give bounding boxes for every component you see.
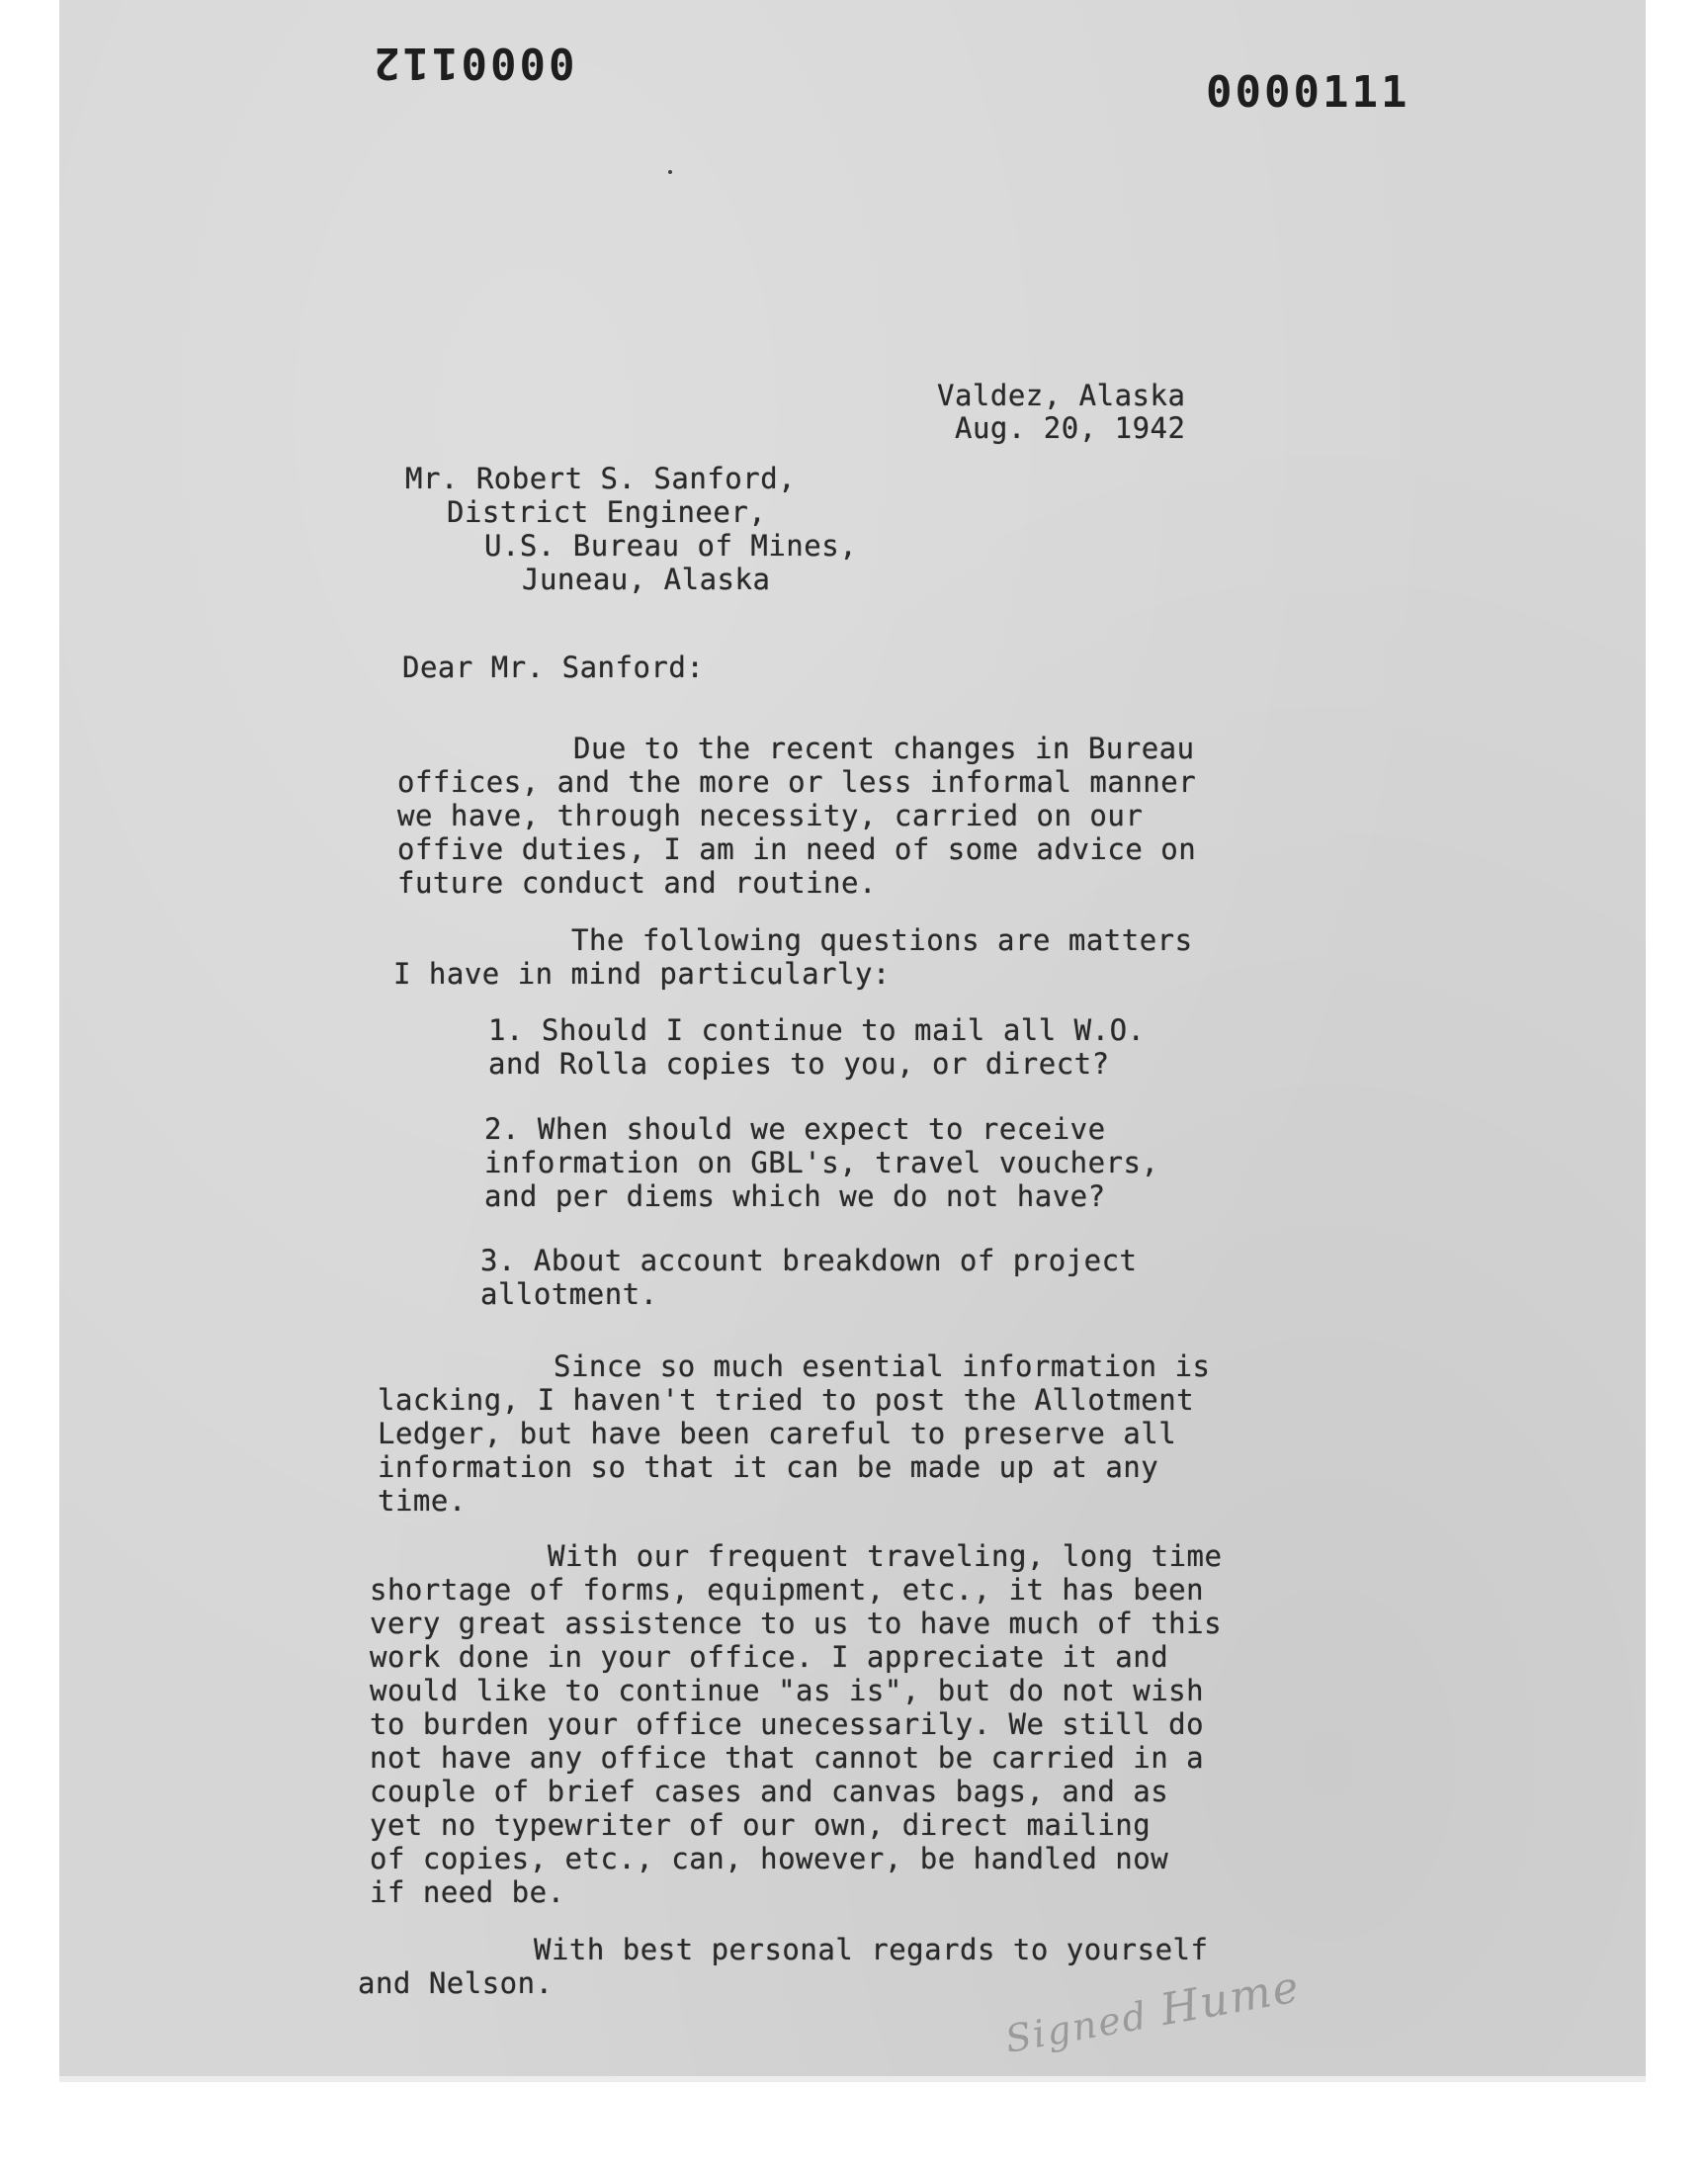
paragraph-2 [393,923,1193,991]
text-line: couple of brief cases and canvas bags, and as [370,1775,1169,1808]
text-line: I have in mind particularly: [393,957,891,991]
text-line: allotment. [480,1277,658,1311]
address-line: District Engineer, [447,495,767,529]
question-item-1 [488,1013,1146,1081]
document-number-stamp-right: 0000111 [1206,67,1410,118]
text-line: yet no typewriter of our own, direct mailing [370,1808,1152,1842]
text-line: offive duties, I am in need of some advice on [397,832,1197,866]
salutation: Dear Mr. Sanford: [402,651,705,684]
letter-place: Valdez, Alaska [937,379,1186,412]
text-line: and Rolla copies to you, or direct? [488,1047,1110,1081]
signature-name: Hume [1156,1961,1305,2037]
text-line: Due to the recent changes in Bureau [573,732,1195,765]
text-line: offices, and the more or less informal manner [397,765,1197,799]
question-item-2 [484,1112,1158,1213]
text-line: and per diems which we do not have? [484,1179,1106,1213]
recipient-address [405,462,858,596]
text-line: Ledger, but have been careful to preserve all [378,1417,1177,1450]
letter-date: Aug. 20, 1942 [955,411,1186,445]
text-line: to burden your office unecessarily. We still do [370,1707,1205,1741]
text-line: With best personal regards to yourself [534,1933,1209,1966]
page-edge [59,2076,1646,2082]
text-line: information on GBL's, travel vouchers, [484,1146,1159,1179]
paragraph-1 [397,732,1196,900]
address-line: Juneau, Alaska [522,563,771,596]
text-line: if need be. [370,1875,565,1909]
text-line: and Nelson. [358,1966,554,2000]
text-line: lacking, I haven't tried to post the Allotment [378,1383,1195,1417]
text-line: we have, through necessity, carried on our [397,799,1144,832]
text-line: future conduct and routine. [397,866,877,900]
text-line: 1. Should I continue to mail all W.O. [488,1013,1146,1047]
document-number-stamp-left: 0000112 [371,38,575,88]
stray-mark [668,170,672,174]
text-line: shortage of forms, equipment, etc., it has been [370,1573,1205,1607]
closing [358,1933,1209,2000]
text-line: very great assistence to us to have much of this [370,1607,1223,1640]
text-line: of copies, etc., can, however, be handled now [370,1842,1169,1875]
text-line: With our frequent traveling, long time [548,1539,1223,1573]
text-line: The following questions are matters [571,923,1193,957]
paragraph-3 [378,1349,1211,1518]
text-line: 3. About account breakdown of project [480,1244,1138,1277]
text-line: Since so much esential information is [554,1349,1211,1383]
text-line: time. [378,1484,467,1518]
address-line: U.S. Bureau of Mines, [484,529,858,563]
question-item-3 [480,1244,1138,1311]
text-line: work done in your office. I appreciate it and [370,1640,1169,1674]
text-line: information so that it can be made up at any [378,1450,1159,1484]
paragraph-4 [370,1539,1222,1909]
text-line: would like to continue "as is", but do not wish [370,1674,1205,1707]
text-line: 2. When should we expect to receive [484,1112,1106,1146]
text-line: not have any office that cannot be carried in a [370,1741,1205,1775]
signature-note: Signed [1001,1993,1152,2061]
address-line: Mr. Robert S. Sanford, [405,462,797,495]
